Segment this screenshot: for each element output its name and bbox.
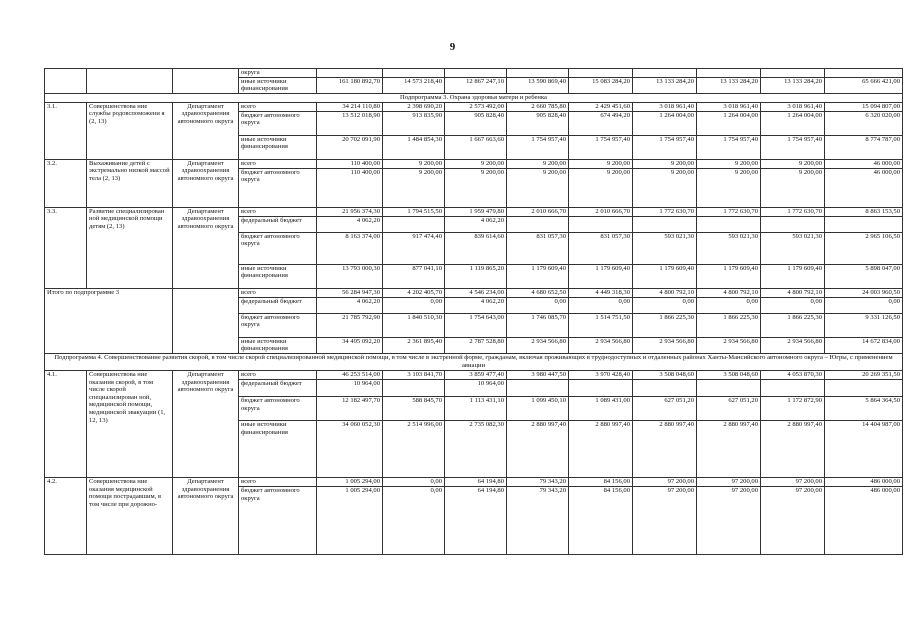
value-cell: 46 000,00	[825, 159, 903, 168]
value-cell: 10 964,00	[317, 379, 383, 396]
value-cell	[761, 69, 825, 78]
value-cell: 3 018 961,40	[697, 102, 761, 111]
value-cell: 2 787 528,80	[445, 337, 507, 353]
funding-source: бюджет автономного округа	[239, 486, 317, 554]
value-cell: 6 320 020,00	[825, 111, 903, 135]
item-name: Совершенствова ние службы родовспоможени я (2, 13)	[87, 102, 173, 159]
value-cell	[569, 69, 633, 78]
responsible-dept: Департамент здравоохранения автономного округа	[173, 477, 239, 554]
item-name: Итого по подпрограмме 3	[45, 288, 173, 353]
value-cell: 84 156,00	[569, 477, 633, 486]
funding-source: федеральный бюджет	[239, 216, 317, 232]
funding-source: иные источники финансирования	[239, 337, 317, 353]
value-cell: 4 680 652,50	[507, 288, 569, 297]
value-cell: 917 474,40	[383, 232, 445, 264]
empty-cell	[45, 69, 87, 94]
value-cell: 0,00	[633, 297, 697, 313]
value-cell	[825, 69, 903, 78]
value-cell: 56 284 947,30	[317, 288, 383, 297]
value-cell: 913 835,90	[383, 111, 445, 135]
responsible-dept: Департамент здравоохранения автономного округа	[173, 159, 239, 207]
value-cell: 9 200,00	[445, 168, 507, 207]
item-name: Совершенствова ние оказания медицинской помощи пострадавшим, в том числе при дорожно-	[87, 477, 173, 554]
responsible-dept	[173, 288, 239, 353]
value-cell: 486 000,00	[825, 477, 903, 486]
value-cell: 2 429 451,60	[569, 102, 633, 111]
value-cell: 13 512 018,90	[317, 111, 383, 135]
value-cell: 1 005 294,00	[317, 486, 383, 554]
value-cell: 877 041,10	[383, 264, 445, 288]
value-cell: 20 702 091,90	[317, 135, 383, 159]
value-cell: 2 398 690,20	[383, 102, 445, 111]
value-cell: 1 005 294,00	[317, 477, 383, 486]
funding-source: бюджет автономного округа	[239, 111, 317, 135]
value-cell: 1 866 225,30	[761, 313, 825, 337]
value-cell: 2 010 666,70	[569, 207, 633, 216]
value-cell: 9 200,00	[569, 159, 633, 168]
value-cell: 588 845,70	[383, 396, 445, 420]
value-cell: 161 180 892,70	[317, 77, 383, 93]
value-cell: 3 508 048,60	[633, 370, 697, 379]
value-cell: 9 200,00	[633, 159, 697, 168]
value-cell: 0,00	[383, 297, 445, 313]
value-cell: 1 754 957,40	[507, 135, 569, 159]
table-row	[45, 69, 903, 78]
value-cell: 905 828,40	[445, 111, 507, 135]
funding-source: всего	[239, 207, 317, 216]
value-cell: 12 182 497,70	[317, 396, 383, 420]
value-cell: 13 590 869,40	[507, 77, 569, 93]
funding-source: всего	[239, 288, 317, 297]
funding-source: всего	[239, 370, 317, 379]
value-cell: 34 214 110,80	[317, 102, 383, 111]
value-cell: 12 867 247,10	[445, 77, 507, 93]
value-cell: 1 794 515,50	[383, 207, 445, 216]
value-cell: 2 934 566,80	[569, 337, 633, 353]
value-cell: 1 754 957,40	[633, 135, 697, 159]
value-cell: 2 880 997,40	[507, 420, 569, 477]
value-cell: 4 800 792,10	[697, 288, 761, 297]
value-cell: 1 514 751,50	[569, 313, 633, 337]
value-cell: 4 449 318,30	[569, 288, 633, 297]
value-cell: 0,00	[697, 297, 761, 313]
value-cell	[825, 216, 903, 232]
value-cell: 46 000,00	[825, 168, 903, 207]
value-cell: 1 840 510,30	[383, 313, 445, 337]
value-cell: 831 057,30	[507, 232, 569, 264]
table-row	[45, 159, 903, 168]
value-cell: 1 089 431,00	[569, 396, 633, 420]
subprogram-title: Подпрограмма 3. Охрана здоровья матери и ребенка	[45, 93, 903, 102]
value-cell: 0,00	[383, 477, 445, 486]
value-cell: 9 200,00	[697, 168, 761, 207]
value-cell: 2 735 082,30	[445, 420, 507, 477]
value-cell: 8 863 153,50	[825, 207, 903, 216]
value-cell: 9 200,00	[507, 159, 569, 168]
value-cell: 2 965 106,50	[825, 232, 903, 264]
subprogram-title: Подпрограмма 4. Совершенствование развития скорой, в том числе скорой специализированной медицинской помощи, в том числе в экстренной форме, гражданам, включая проживающих в труднодоступных и отдаленных районах Ханты-Мансийского автономного округа – Югры, с применением авиации	[45, 353, 903, 370]
value-cell: 110 400,00	[317, 159, 383, 168]
funding-source: федеральный бюджет	[239, 297, 317, 313]
value-cell: 0,00	[569, 297, 633, 313]
value-cell: 1 119 865,20	[445, 264, 507, 288]
value-cell: 1 959 479,80	[445, 207, 507, 216]
value-cell: 839 614,60	[445, 232, 507, 264]
funding-source: бюджет автономного округа	[239, 313, 317, 337]
value-cell: 1 179 609,40	[633, 264, 697, 288]
value-cell: 4 062,20	[317, 297, 383, 313]
value-cell: 2 880 997,40	[633, 420, 697, 477]
value-cell: 831 057,30	[569, 232, 633, 264]
value-cell: 905 828,40	[507, 111, 569, 135]
value-cell: 4 800 792,10	[633, 288, 697, 297]
value-cell: 4 546 234,00	[445, 288, 507, 297]
value-cell: 97 200,00	[697, 486, 761, 554]
funding-source: федеральный бюджет	[239, 379, 317, 396]
value-cell: 15 083 284,20	[569, 77, 633, 93]
value-cell	[697, 379, 761, 396]
value-cell: 0,00	[761, 297, 825, 313]
value-cell: 0,00	[383, 486, 445, 554]
value-cell: 3 508 048,60	[697, 370, 761, 379]
value-cell: 13 133 284,20	[633, 77, 697, 93]
table-row	[45, 477, 903, 486]
value-cell	[761, 216, 825, 232]
value-cell: 1 179 609,40	[697, 264, 761, 288]
value-cell: 2 880 997,40	[697, 420, 761, 477]
value-cell: 2 880 997,40	[569, 420, 633, 477]
value-cell	[697, 69, 761, 78]
value-cell: 46 253 514,00	[317, 370, 383, 379]
value-cell: 34 060 052,30	[317, 420, 383, 477]
value-cell	[633, 69, 697, 78]
value-cell	[317, 69, 383, 78]
value-cell	[445, 69, 507, 78]
value-cell: 34 495 092,20	[317, 337, 383, 353]
value-cell: 2 934 566,80	[633, 337, 697, 353]
responsible-dept: Департамент здравоохранения автономного округа	[173, 102, 239, 159]
value-cell: 674 494,20	[569, 111, 633, 135]
item-name: Выхаживание детей с экстремально низкой массой тела (2, 13)	[87, 159, 173, 207]
value-cell: 1 113 431,10	[445, 396, 507, 420]
value-cell: 97 200,00	[633, 486, 697, 554]
value-cell: 627 051,20	[697, 396, 761, 420]
value-cell: 1 172 872,90	[761, 396, 825, 420]
value-cell: 2 880 997,40	[761, 420, 825, 477]
value-cell: 8 774 787,00	[825, 135, 903, 159]
value-cell: 9 200,00	[445, 159, 507, 168]
empty-cell	[87, 69, 173, 94]
responsible-dept: Департамент здравоохранения автономного округа	[173, 370, 239, 477]
value-cell: 9 200,00	[569, 168, 633, 207]
value-cell: 3 018 961,40	[761, 102, 825, 111]
value-cell: 2 660 785,80	[507, 102, 569, 111]
value-cell: 21 956 374,30	[317, 207, 383, 216]
value-cell: 1 866 225,30	[697, 313, 761, 337]
value-cell: 1 264 004,00	[633, 111, 697, 135]
value-cell: 2 573 492,00	[445, 102, 507, 111]
value-cell: 10 964,00	[445, 379, 507, 396]
value-cell: 1 264 004,00	[761, 111, 825, 135]
funding-source: всего	[239, 102, 317, 111]
value-cell: 4 062,20	[445, 216, 507, 232]
value-cell: 1 754 957,40	[569, 135, 633, 159]
value-cell: 1 772 630,70	[761, 207, 825, 216]
value-cell: 627 051,20	[633, 396, 697, 420]
value-cell	[569, 379, 633, 396]
funding-source: иные источники финансирования	[239, 264, 317, 288]
value-cell	[383, 69, 445, 78]
item-number: 3.2.	[45, 159, 87, 207]
value-cell: 1 179 609,40	[761, 264, 825, 288]
value-cell: 110 400,00	[317, 168, 383, 207]
value-cell: 14 573 218,40	[383, 77, 445, 93]
item-number: 3.3.	[45, 207, 87, 288]
value-cell: 24 003 960,50	[825, 288, 903, 297]
value-cell: 2 934 566,80	[507, 337, 569, 353]
value-cell: 14 672 834,00	[825, 337, 903, 353]
value-cell: 1 754 643,00	[445, 313, 507, 337]
value-cell: 64 194,80	[445, 477, 507, 486]
value-cell: 1 099 450,10	[507, 396, 569, 420]
value-cell: 9 200,00	[383, 168, 445, 207]
value-cell: 2 934 566,80	[697, 337, 761, 353]
value-cell: 13 133 284,20	[697, 77, 761, 93]
value-cell	[761, 379, 825, 396]
value-cell: 9 200,00	[697, 159, 761, 168]
funding-source: бюджет автономного округа	[239, 396, 317, 420]
value-cell: 1 754 957,40	[697, 135, 761, 159]
value-cell: 84 156,00	[569, 486, 633, 554]
page-number: 9	[449, 41, 456, 53]
funding-source: бюджет автономного округа	[239, 232, 317, 264]
funding-source: иные источники финансирования	[239, 420, 317, 477]
value-cell	[383, 216, 445, 232]
value-cell: 20 269 351,50	[825, 370, 903, 379]
funding-source: всего	[239, 159, 317, 168]
item-number: 3.1.	[45, 102, 87, 159]
value-cell: 0,00	[825, 297, 903, 313]
table-row	[45, 93, 903, 102]
value-cell: 1 772 630,70	[633, 207, 697, 216]
value-cell: 79 343,20	[507, 486, 569, 554]
funding-source: бюджет автономного округа	[239, 168, 317, 207]
value-cell: 13 793 000,30	[317, 264, 383, 288]
value-cell	[507, 69, 569, 78]
value-cell	[507, 379, 569, 396]
value-cell: 1 484 854,30	[383, 135, 445, 159]
value-cell: 97 200,00	[697, 477, 761, 486]
value-cell: 1 667 663,60	[445, 135, 507, 159]
empty-cell	[173, 69, 239, 94]
value-cell: 4 053 870,30	[761, 370, 825, 379]
value-cell: 9 200,00	[507, 168, 569, 207]
value-cell	[825, 379, 903, 396]
value-cell: 8 163 374,00	[317, 232, 383, 264]
funding-source: округа	[239, 69, 317, 78]
value-cell: 2 361 895,40	[383, 337, 445, 353]
value-cell: 1 772 630,70	[697, 207, 761, 216]
funding-source: всего	[239, 477, 317, 486]
value-cell: 3 103 841,70	[383, 370, 445, 379]
value-cell: 1 754 957,40	[761, 135, 825, 159]
funding-source: иные источники финансирования	[239, 77, 317, 93]
item-number: 4.1.	[45, 370, 87, 477]
value-cell: 1 746 085,70	[507, 313, 569, 337]
value-cell: 21 785 792,90	[317, 313, 383, 337]
value-cell: 97 200,00	[633, 477, 697, 486]
value-cell: 3 970 428,40	[569, 370, 633, 379]
value-cell: 13 133 284,20	[761, 77, 825, 93]
value-cell: 593 021,30	[633, 232, 697, 264]
value-cell: 3 859 477,40	[445, 370, 507, 379]
value-cell: 1 179 609,40	[569, 264, 633, 288]
value-cell: 2 010 666,70	[507, 207, 569, 216]
value-cell: 14 404 987,00	[825, 420, 903, 477]
value-cell: 9 200,00	[761, 168, 825, 207]
value-cell: 65 666 421,00	[825, 77, 903, 93]
responsible-dept: Департамент здравоохранения автономного округа	[173, 207, 239, 288]
value-cell	[697, 216, 761, 232]
value-cell: 5 864 364,50	[825, 396, 903, 420]
table-row	[45, 207, 903, 216]
value-cell: 3 980 447,50	[507, 370, 569, 379]
item-number: 4.2.	[45, 477, 87, 554]
value-cell	[383, 379, 445, 396]
value-cell	[569, 216, 633, 232]
value-cell	[507, 216, 569, 232]
value-cell: 97 200,00	[761, 477, 825, 486]
value-cell: 593 021,30	[697, 232, 761, 264]
value-cell: 1 179 609,40	[507, 264, 569, 288]
table-row	[45, 102, 903, 111]
value-cell: 9 331 126,50	[825, 313, 903, 337]
value-cell: 486 000,00	[825, 486, 903, 554]
value-cell	[633, 379, 697, 396]
value-cell: 9 200,00	[383, 159, 445, 168]
value-cell: 3 018 961,40	[633, 102, 697, 111]
value-cell: 593 021,30	[761, 232, 825, 264]
value-cell: 64 194,80	[445, 486, 507, 554]
value-cell: 9 200,00	[761, 159, 825, 168]
value-cell: 5 898 047,00	[825, 264, 903, 288]
value-cell: 0,00	[507, 297, 569, 313]
value-cell: 9 200,00	[633, 168, 697, 207]
value-cell: 1 264 004,00	[697, 111, 761, 135]
value-cell: 15 094 807,00	[825, 102, 903, 111]
value-cell: 4 062,20	[445, 297, 507, 313]
item-name: Совершенствова ние оказания скорой, в том числе скорой специализирован ной, медицинской помощи, медицинской эвакуации (1, 12, 13)	[87, 370, 173, 477]
value-cell	[633, 216, 697, 232]
value-cell: 4 062,20	[317, 216, 383, 232]
funding-source: иные источники финансирования	[239, 135, 317, 159]
value-cell: 4 202 405,70	[383, 288, 445, 297]
table-row	[45, 370, 903, 379]
table-row	[45, 288, 903, 297]
value-cell: 97 200,00	[761, 486, 825, 554]
program-finance-table	[44, 68, 903, 555]
value-cell: 79 343,20	[507, 477, 569, 486]
value-cell: 4 800 792,10	[761, 288, 825, 297]
table-row	[45, 353, 903, 370]
value-cell: 2 934 566,80	[761, 337, 825, 353]
value-cell: 2 514 996,00	[383, 420, 445, 477]
value-cell: 1 866 225,30	[633, 313, 697, 337]
item-name: Развитие специализирован ной медицинской помощи детям (2, 13)	[87, 207, 173, 288]
